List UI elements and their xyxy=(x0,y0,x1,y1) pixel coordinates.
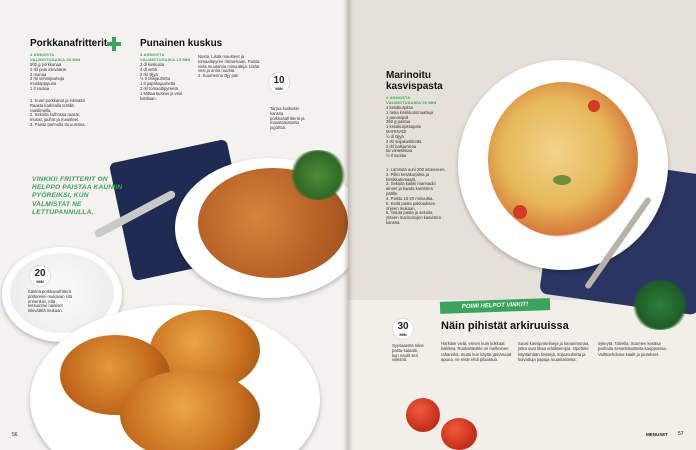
kuskus-method: Nosta, Lisää mausteet ja tomaattipyree ritiraa-kaan. Paista vielä muutamia minuutteja. Lisää vesi ja anna nousta. 2. Kuumenna öljy pan xyxy=(198,54,260,79)
fritterit-info: 4 ANNOSTA VALMISTUSAIKA 30 MIN xyxy=(30,52,81,62)
tips-col-3: sykeytä. Talvella. Suomen kesäsa parhaita sesonkituotteita kauppoissa. Vaihtoehdoina kaalit ja juurekset. xyxy=(598,341,667,357)
herb-garnish xyxy=(288,150,348,200)
fritterit-ingredients: 500 g porkkanaa 2 rkl pala inkivääriä 2 munaa 2 rkl vehnäjauhoja mustapippuria 1 tl suolaa xyxy=(30,62,66,92)
time-badge-10: 10 MIN xyxy=(268,72,290,94)
time-badge-20: 20 MIN xyxy=(29,265,51,287)
time20-text: Käsinä porkkanafritterit pottoresei mukavan sitä ennenkiin, että ketsumme naisiset inkivääriä mukaan. xyxy=(28,289,73,314)
fritterit-title: Porkkanafritterit xyxy=(30,38,108,49)
tips-banner: POIMI HELPOT VINKIT! xyxy=(440,298,550,314)
pasta-title: Marinoitu kasvispasta xyxy=(386,70,443,92)
kuskus-ingredients: 2 dl kuskusia 4 dl vettä 2 rkl öljyä ½ tl chilijauhetta 1 tl paprikajauhetta 2 rkl tomaattipyreetä 1 Mittaa kuskus ja vesi kattilaan. xyxy=(140,62,183,101)
fritter-3 xyxy=(120,370,260,450)
tips-col-1: Harkitse vielä, ennen kuin kokkaat kaikkea. Ruokahävikki on melkoinen rahareikä, mutta kun käytät jämäruuat apuna, ne eivät ehdi pilaantua. xyxy=(441,341,512,362)
tips-col-2: Suosi kasviproteiineja ja kananmunaa, jotka ovat lihaa edullisempia. Opettele käyttämään linssejä, soijarouhetta ja kuivattuja papuja ruuanlaitossa. xyxy=(518,341,590,362)
plus-icon xyxy=(107,37,121,51)
left-page-number: 56 xyxy=(12,432,18,438)
section-label: MENUSET xyxy=(646,432,669,437)
pasta-info: 4 ANNOSTA VALMISTUSAIKA 30 MIN xyxy=(386,95,437,105)
pasta-method: 1. Lämmitä uuni 200 asteeseen. 2. Pilko kesäkurpitsa ja kirsikkatomaatit. 3. Sekoita kaikki marinadin aineet ja kaada kasvisten päälle. 4. Paista 15-20 minuuttia. 5. Keitä pasta pakkauksen ohjeen mukaan. 6. Valuta pasta ja sekoita yhteen marinoitujen kasvisten kanssa. xyxy=(386,167,446,226)
tips-heading: Näin pihistät arkiruuissa xyxy=(441,320,569,332)
leaf-icon xyxy=(630,280,690,330)
kuskus-info: 4 ANNOSTA VALMISTUSAIKA 15 MIN xyxy=(140,52,191,62)
right-page xyxy=(348,0,696,450)
gutter-shadow xyxy=(343,0,353,450)
vinkki-tip: VINKKI! FRITTERIT ON HELPPO PAISTAA KAUNIIN PYÖREIKSI, KUN VALMISTAT NE LETTUPANNULLA. xyxy=(32,176,123,216)
time10-text: Tarjoa kuskusin kanssa porkkanafritteriä ja maustamatonta jogurttia. xyxy=(270,106,305,131)
fritterit-method: 1. Kuori porkkanat ja inkivääri. Raasta karkealla terällä raastimella. 2. Sekoita kulhossa raaste, munat, jauhot ja mausteet. 3. Paista pannulla tai uunissa. xyxy=(30,98,87,128)
tomato-icon xyxy=(406,398,440,432)
zucchini-garnish xyxy=(553,175,571,185)
time-badge-30: 30 MIN xyxy=(392,318,414,340)
tomato-garnish xyxy=(513,205,527,219)
pasta-ingredients: 1 kesäkurpitsa 1 rasia kirsikkatomaatteja 1 punasipuli 350 g pastaa 1 kesäkurpitsapala MARINADI ½ dl öljyä 2 rkl soijakastiketta 2 rkl balsamicoa tai viinietikkaa ½ tl suolaa xyxy=(386,105,434,159)
tomato-icon-2 xyxy=(441,418,477,450)
right-page-number: 57 xyxy=(678,431,684,437)
kuskus-title: Punainen kuskus xyxy=(140,38,223,49)
time30-text: Syysaaesta tulee pasta-salaatti, kun nautit sen viileänä. xyxy=(392,343,424,363)
pasta-food xyxy=(488,82,638,237)
tomato-garnish-2 xyxy=(588,100,600,112)
